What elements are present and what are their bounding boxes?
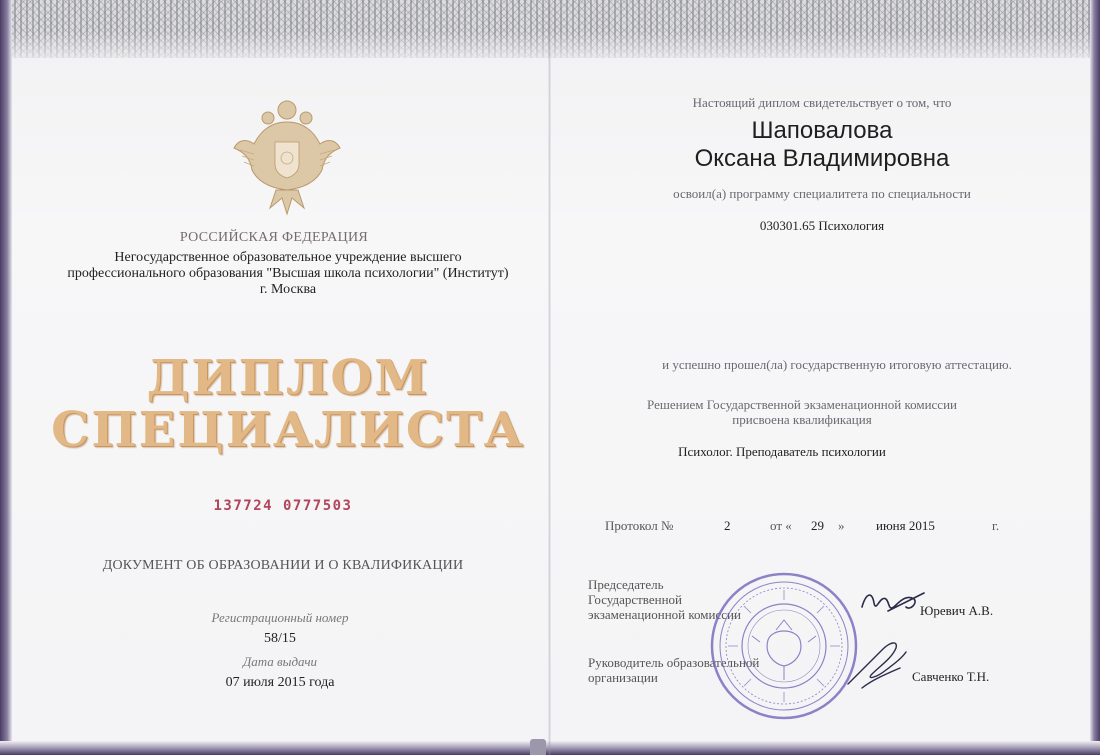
- head-title-line: организации: [588, 670, 658, 685]
- double-headed-eagle-emblem-icon: [230, 92, 344, 216]
- graduate-given-names: Оксана Владимировна: [694, 145, 950, 172]
- document-type: ДОКУМЕНТ ОБ ОБРАЗОВАНИИ И О КВАЛИФИКАЦИИ: [102, 558, 464, 573]
- title-line: СПЕЦИАЛИСТА: [51, 402, 525, 458]
- protocol-label: Протокол №: [605, 518, 674, 533]
- institution-line: профессионального образования "Высшая школа психологии" (Институт): [67, 266, 509, 281]
- protocol-day: 29: [811, 518, 824, 533]
- cover-edge-right: [1090, 0, 1100, 755]
- head-name: Савченко Т.Н.: [912, 669, 990, 684]
- head-signature-icon: [842, 632, 912, 692]
- protocol-month-year: июня 2015: [876, 518, 935, 533]
- diploma-serial-number: 137724 0777503: [213, 498, 353, 514]
- issue-date-label: Дата выдачи: [242, 654, 318, 669]
- chair-title-line: Государственной: [588, 592, 683, 607]
- chair-title-line: Председатель: [588, 577, 664, 592]
- protocol-year-suffix: г.: [992, 518, 1000, 533]
- registration-number: 58/15: [264, 631, 296, 646]
- decision-line: присвоена квалификация: [732, 412, 872, 427]
- chair-signature-icon: [858, 585, 928, 621]
- protocol-day-close: »: [838, 518, 845, 533]
- attestation-text: и успешно прошел(ла) государственную итоговую аттестацию.: [662, 357, 1012, 372]
- head-title-line: Руководитель образовательной: [588, 655, 760, 670]
- country-name: РОССИЙСКАЯ ФЕДЕРАЦИЯ: [179, 230, 369, 245]
- issue-date: 07 июля 2015 года: [225, 675, 335, 690]
- title-line: ДИПЛОМ: [146, 350, 430, 406]
- qualification: Психолог. Преподаватель психологии: [678, 444, 886, 459]
- program-intro: освоил(а) программу специалитета по специальности: [673, 186, 971, 201]
- specialty: 030301.65 Психология: [759, 218, 885, 233]
- chair-title-line: экзаменационной комиссии: [588, 607, 741, 622]
- certifies-text: Настоящий диплом свидетельствует о том, что: [692, 95, 952, 110]
- diploma-title: [30, 352, 546, 456]
- chair-name: Юревич А.В.: [920, 603, 994, 618]
- binding-clip: [530, 739, 546, 755]
- official-seal-stamp-icon: [708, 570, 860, 722]
- graduate-surname: Шаповалова: [751, 117, 893, 144]
- institution-line: Негосударственное образовательное учреждение высшего: [114, 250, 462, 265]
- protocol-from-label: от «: [770, 518, 792, 533]
- decision-line: Решением Государственной экзаменационной комиссии: [647, 397, 957, 412]
- institution-city: г. Москва: [259, 282, 317, 297]
- commission-decision: [552, 397, 1052, 427]
- protocol-line: [552, 518, 1092, 536]
- protocol-number: 2: [724, 518, 731, 533]
- registration-number-label: Регистрационный номер: [211, 610, 349, 625]
- institution-name: [30, 250, 546, 298]
